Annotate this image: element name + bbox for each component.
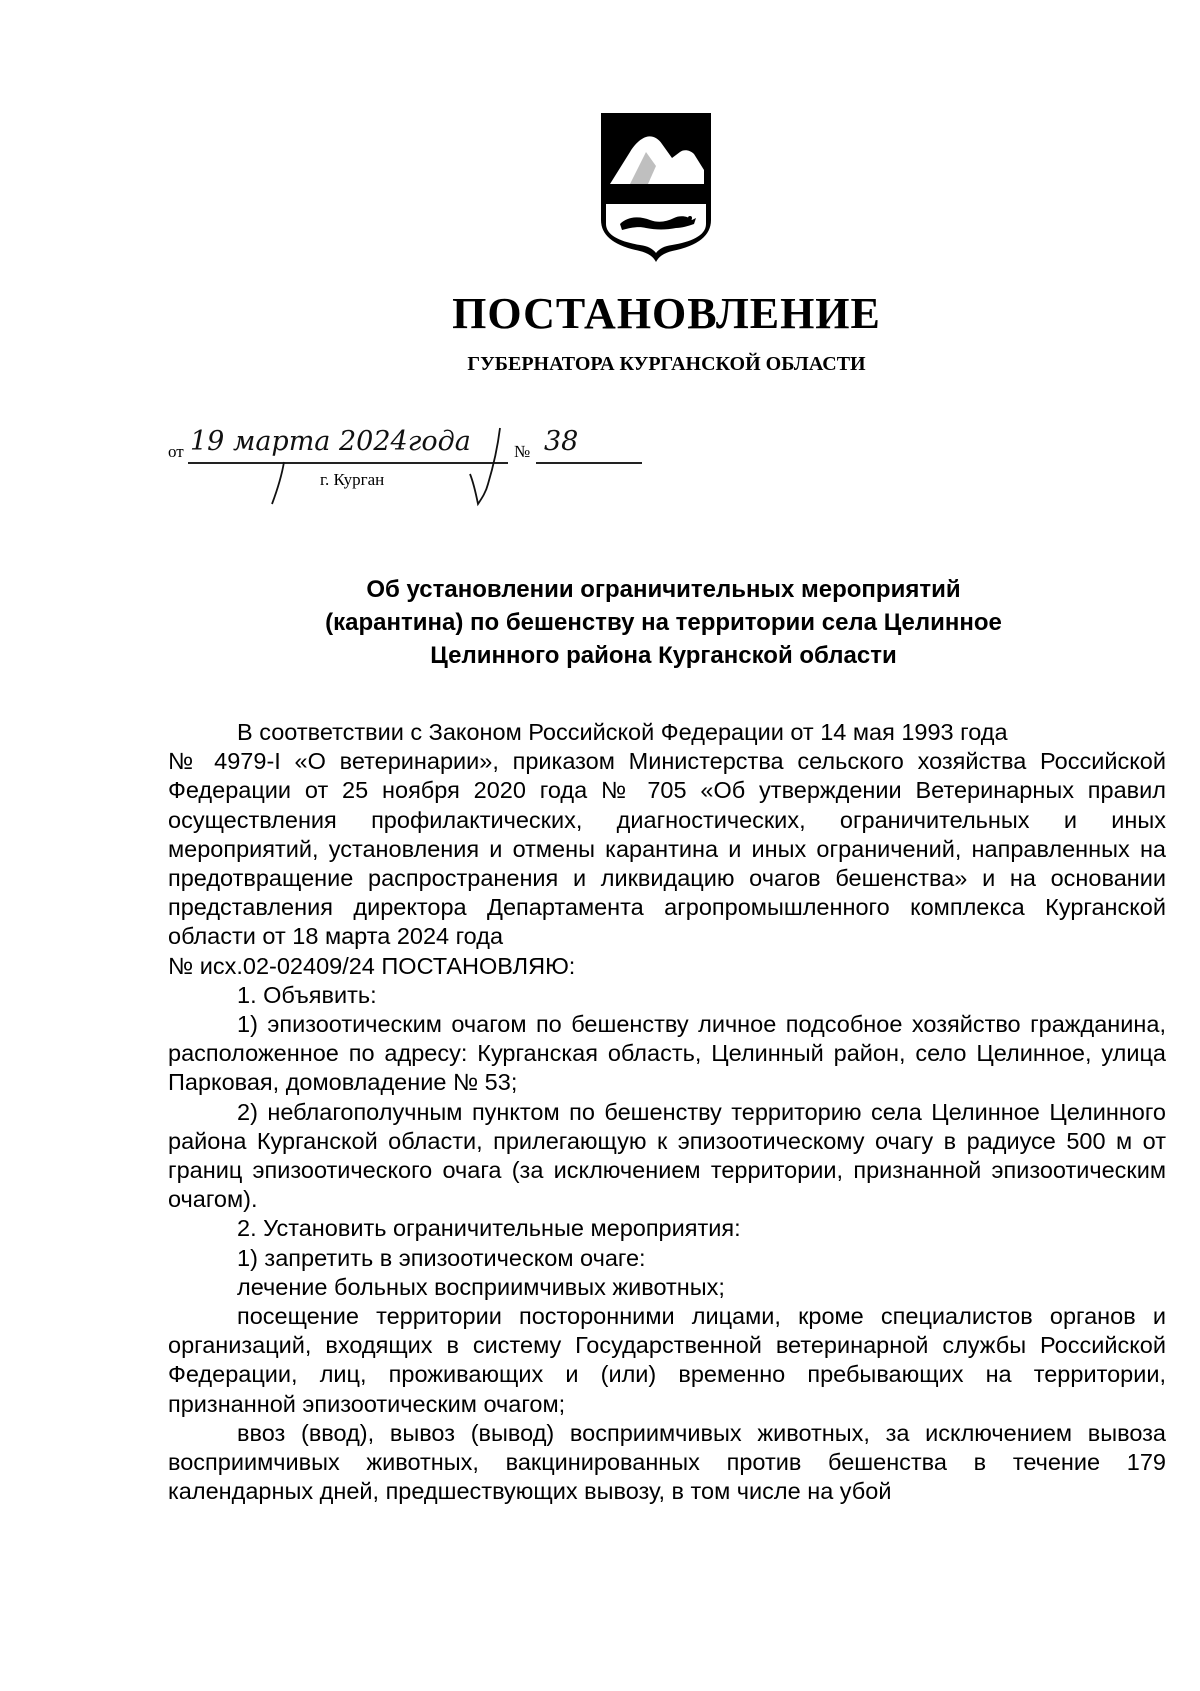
clause-2-item-1: 1) запретить в эпизоотическом очаге:	[237, 1244, 646, 1271]
restriction-item: посещение территории посторонними лицами, кроме специалистов органов и организаций, входящих в систему Государственной ветеринарной службы Российской Федерации, лиц, проживающих и (или) временно пребывающих на территории, признанной эпизоотическим очагом;	[168, 1303, 1166, 1417]
restriction-item: лечение больных восприимчивых животных;	[237, 1273, 725, 1300]
heading-line: (карантина) по бешенству на территории села Целинное	[325, 609, 1002, 636]
handwritten-number: 38	[544, 426, 579, 457]
city-label: г. Курган	[320, 470, 385, 489]
clause-2: 2. Установить ограничительные мероприятия:	[237, 1215, 741, 1242]
preamble-paragraph-continued: № 4979-I «О ветеринарии», приказом Министерства сельского хозяйства Российской Федерации от 25 ноября 2020 года № 705 «Об утверждении Ветеринарных правил осуществления профилактических, диагностических, ограничительных и иных мероприятий, установления и отмены карантина и иных ограничений, направленных на предотвращение распространения и ликвидацию очагов бешенства» и на основании представления директора Департамента агропромышленного комплекса Курганской области от 18 марта 2024 года	[168, 748, 1166, 950]
heading-line: Об установлении ограничительных мероприятий	[366, 576, 961, 603]
date-underline	[188, 462, 508, 464]
dateline	[168, 426, 668, 510]
document-body	[168, 718, 1166, 1506]
number-underline	[536, 462, 642, 464]
resolution-statement: № исх.02-02409/24 ПОСТАНОВЛЯЮ:	[168, 952, 576, 979]
heading-line: Целинного района Курганской области	[430, 642, 897, 669]
number-label: №	[514, 442, 531, 461]
date-prefix-label: от	[168, 442, 184, 461]
signature-stroke-left	[266, 460, 306, 510]
handwritten-date: 19 марта 2024года	[190, 426, 471, 457]
kurgan-coat-of-arms-icon	[600, 112, 712, 262]
clause-1: 1. Объявить:	[237, 981, 377, 1008]
signature-stroke-right	[464, 424, 514, 514]
document-heading	[160, 573, 1167, 672]
restriction-item: ввоз (ввод), вывоз (вывод) восприимчивых животных, за исключением вывоза восприимчивых животных, вакцинированных против бешенства в течение 179 календарных дней, предшествующих вывозу, в том числе на убой	[168, 1419, 1166, 1505]
document-title: ПОСТАНОВЛЕНИЕ	[452, 289, 881, 338]
clause-1-item-2: 2) неблагополучным пунктом по бешенству территорию села Целинное Целинного района Курганской области, прилегающую к эпизоотическому очагу в радиусе 500 м от границ эпизоотического очага (за исключением территории, признанной эпизоотическим очагом).	[168, 1098, 1166, 1213]
document-subtitle: ГУБЕРНАТОРА КУРГАНСКОЙ ОБЛАСТИ	[467, 353, 866, 375]
preamble-paragraph: В соответствии с Законом Российской Федерации от 14 мая 1993 года	[237, 719, 1008, 745]
clause-1-item-1: 1) эпизоотическим очагом по бешенству личное подсобное хозяйство гражданина, расположенное по адресу: Курганская область, Целинный район, село Целинное, улица Парковая, домовладение № 53;	[168, 1011, 1166, 1096]
